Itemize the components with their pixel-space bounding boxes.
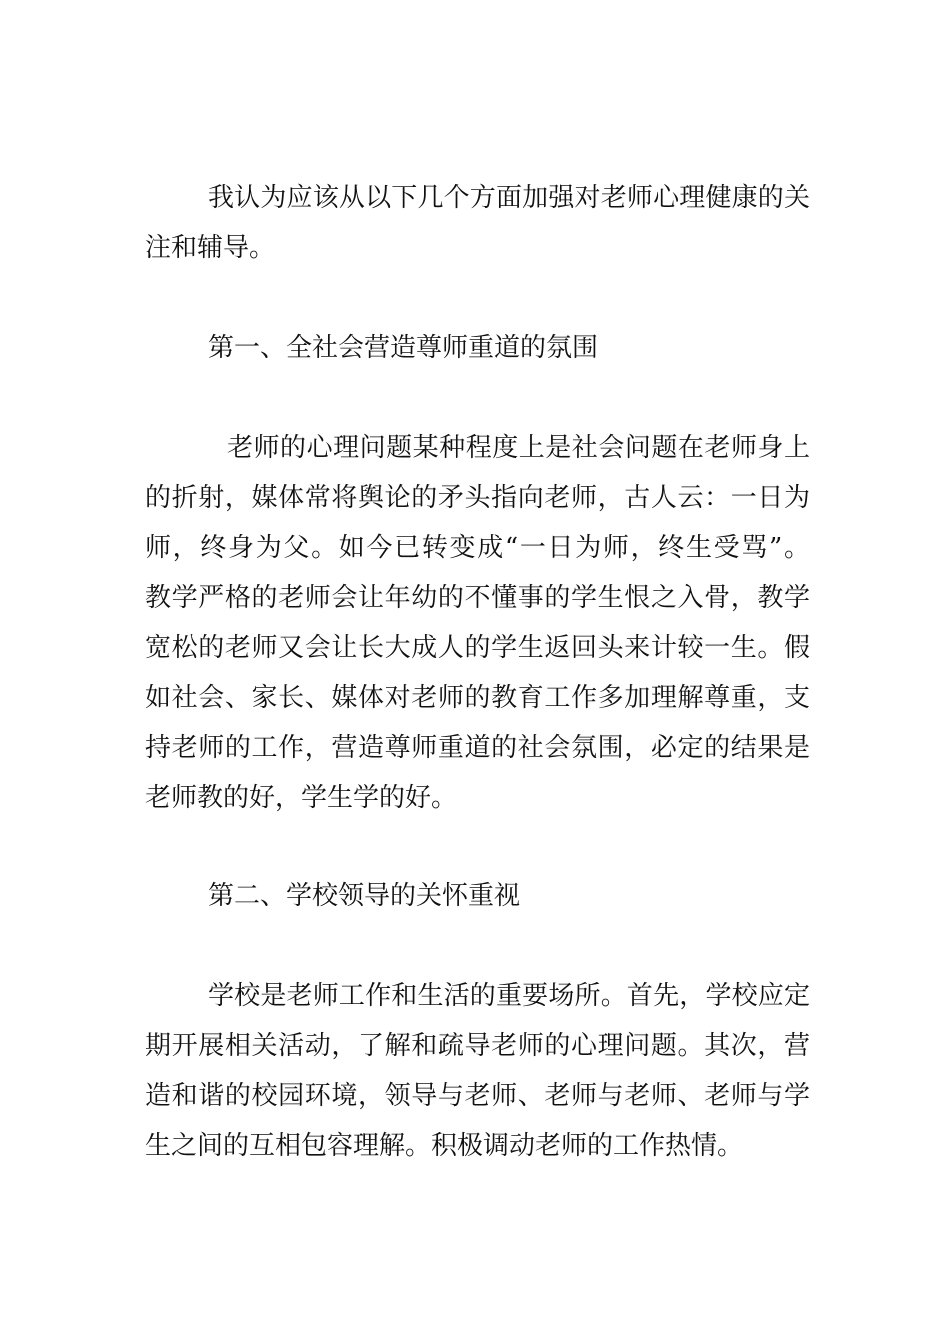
section-heading-2: 第二、学校领导的关怀重视: [208, 881, 521, 911]
section-heading-1: 第一、全社会营造尊师重道的氛围: [208, 333, 599, 363]
paragraph-1-line-2: 注和辅导。: [145, 233, 276, 263]
paragraph-2-line-8: 老师教的好，学生学的好。: [145, 783, 458, 813]
paragraph-1-line-1: 我认为应该从以下几个方面加强对老师心理健康的关: [208, 183, 810, 213]
paragraph-2-line-3: 师，终身为父。如今已转变成“一日为师，终生受骂”。: [145, 533, 810, 563]
paragraph-3-line-2: 期开展相关活动，了解和疏导老师的心理问题。其次，营: [145, 1031, 810, 1061]
paragraph-2-line-1: 老师的心理问题某种程度上是社会问题在老师身上: [227, 433, 810, 463]
paragraph-3-line-3: 造和谐的校园环境，领导与老师、老师与老师、老师与学: [145, 1081, 810, 1111]
paragraph-2-line-5: 宽松的老师又会让长大成人的学生返回头来计较一生。假: [145, 633, 810, 663]
paragraph-2-line-2: 的折射，媒体常将舆论的矛头指向老师，古人云：一日为: [145, 483, 810, 513]
paragraph-2-line-6: 如社会、家长、媒体对老师的教育工作多加理解尊重，支: [145, 683, 810, 713]
paragraph-3-line-4: 生之间的互相包容理解。积极调动老师的工作热情。: [145, 1131, 744, 1161]
paragraph-2-line-4: 教学严格的老师会让年幼的不懂事的学生恨之入骨，教学: [145, 583, 810, 613]
paragraph-2-line-7: 持老师的工作，营造尊师重道的社会氛围，必定的结果是: [145, 733, 810, 763]
paragraph-3-line-1: 学校是老师工作和生活的重要场所。首先，学校应定: [208, 981, 810, 1011]
